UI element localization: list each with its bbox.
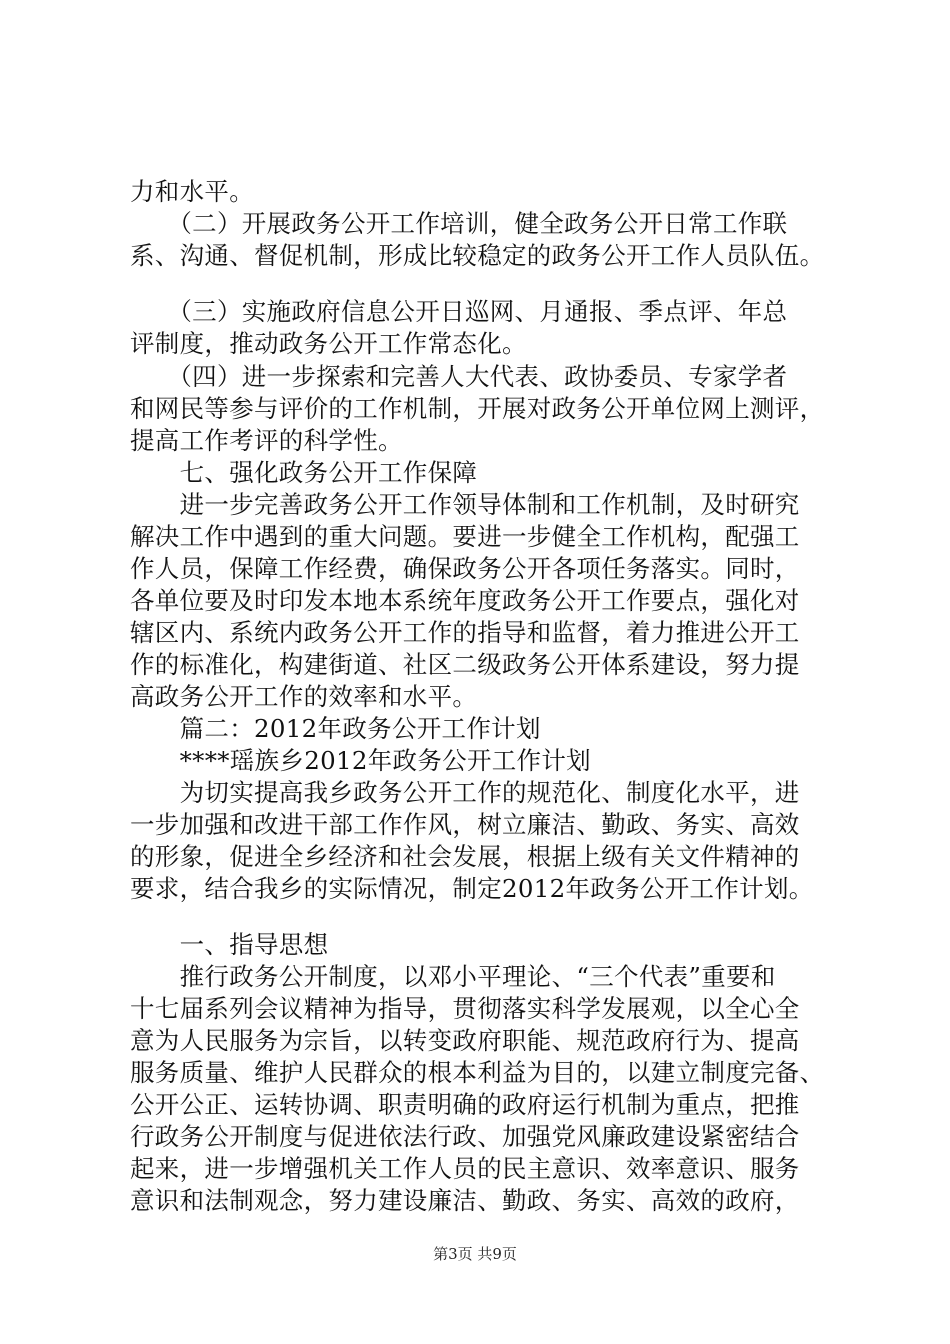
text-line: 系、沟通、督促机制，形成比较稳定的政务公开工作人员队伍。: [130, 241, 825, 270]
document-subtitle: ****瑶族乡2012年政务公开工作计划: [130, 746, 591, 775]
text-line: 和网民等参与评价的工作机制，开展对政务公开单位网上测评，: [130, 394, 825, 423]
text-line: 提高工作考评的科学性。: [130, 426, 403, 455]
text-line: 辖区内、系统内政务公开工作的指导和监督，着力推进公开工: [130, 618, 800, 647]
text-line: 意为人民服务为宗旨，以转变政府职能、规范政府行为、提高: [130, 1026, 800, 1055]
text-line: 的形象，促进全乡经济和社会发展，根据上级有关文件精神的: [130, 842, 800, 871]
text-line: 十七届系列会议精神为指导，贯彻落实科学发展观，以全心全: [130, 994, 800, 1023]
text-line: 评制度，推动政务公开工作常态化。: [130, 329, 527, 358]
text-line: 公开公正、运转协调、职责明确的政府运行机制为重点，把推: [130, 1090, 800, 1119]
text-line: 高政务公开工作的效率和水平。: [130, 682, 478, 711]
text-line: 解决工作中遇到的重大问题。要进一步健全工作机构，配强工: [130, 522, 800, 551]
text-line: 要求，结合我乡的实际情况，制定2012年政务公开工作计划。: [130, 874, 814, 903]
text-line: 进一步完善政务公开工作领导体制和工作机制，及时研究: [130, 490, 800, 519]
section-heading: 七、强化政务公开工作保障: [130, 458, 478, 487]
text-line: 行政务公开制度与促进依法行政、加强党风廉政建设紧密结合: [130, 1122, 800, 1151]
section-heading: 一、指导思想: [130, 930, 329, 959]
text-line: 作人员，保障工作经费，确保政务公开各项任务落实。同时，: [130, 554, 800, 583]
text-line: （三）实施政府信息公开日巡网、月通报、季点评、年总: [130, 297, 788, 326]
text-line: 推行政务公开制度，以邓小平理论、“三个代表”重要和: [130, 962, 776, 991]
text-line: 意识和法制观念，努力建设廉洁、勤政、务实、高效的政府，: [130, 1186, 800, 1215]
text-line: 各单位要及时印发本地本系统年度政务公开工作要点，强化对: [130, 586, 800, 615]
text-line: （四）进一步探索和完善人大代表、政协委员、专家学者: [130, 362, 788, 391]
section-heading: 篇二：2012年政务公开工作计划: [130, 714, 541, 743]
text-line: 服务质量、维护人民群众的根本利益为目的，以建立制度完备、: [130, 1058, 825, 1087]
page-number-footer: 第3页 共9页: [433, 1245, 517, 1263]
text-line: 作的标准化，构建街道、社区二级政务公开体系建设，努力提: [130, 650, 800, 679]
text-line: （二）开展政务公开工作培训，健全政务公开日常工作联: [130, 209, 788, 238]
text-line: 为切实提高我乡政务公开工作的规范化、制度化水平，进: [130, 778, 800, 807]
text-line: 力和水平。: [130, 177, 254, 206]
text-line: 起来，进一步增强机关工作人员的民主意识、效率意识、服务: [130, 1154, 800, 1183]
text-line: 一步加强和改进干部工作作风，树立廉洁、勤政、务实、高效: [130, 810, 800, 839]
